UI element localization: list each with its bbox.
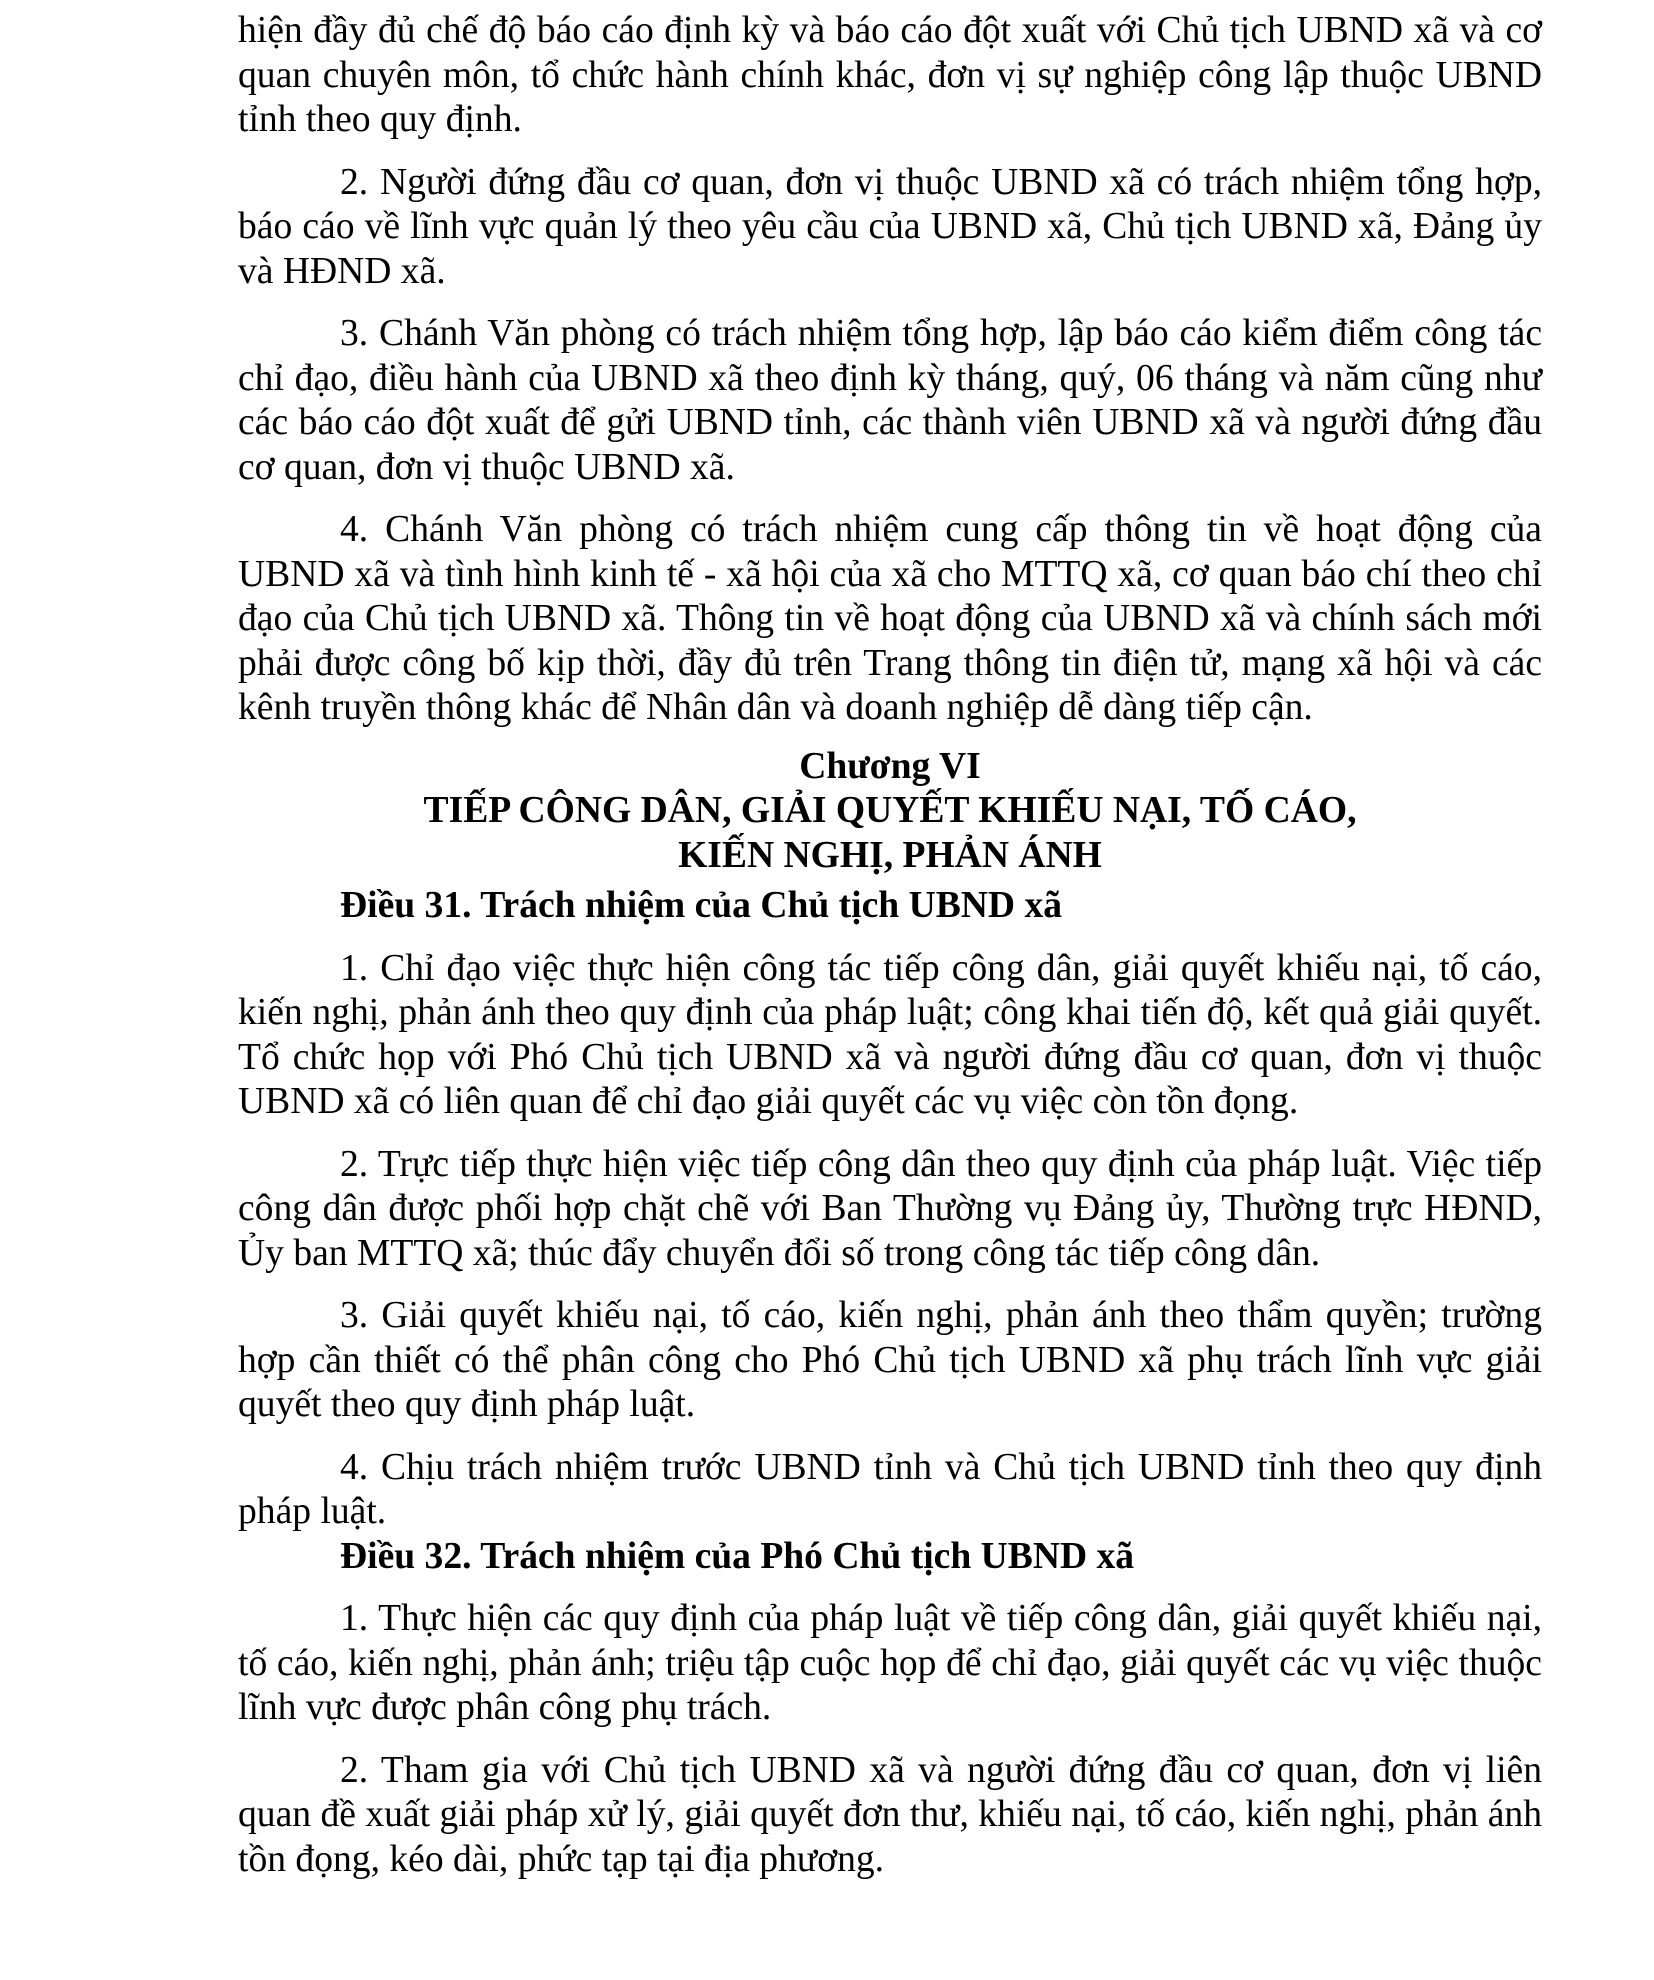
article-32-heading: Điều 32. Trách nhiệm của Phó Chủ tịch UBND xã — [340, 1535, 1135, 1577]
article-31-item-4: 4. Chịu trách nhiệm trước UBND tỉnh và Chủ tịch UBND tỉnh theo quy định pháp luật. — [238, 1446, 1542, 1532]
article-31-heading: Điều 31. Trách nhiệm của Chủ tịch UBND xã — [340, 885, 1063, 926]
paragraph-item-4: 4. Chánh Văn phòng có trách nhiệm cung cấp thông tin về hoạt động của UBND xã và tình hình kinh tế - xã hội của xã cho MTTQ xã, cơ quan báo chí theo chỉ đạo của Chủ tịch UBND xã. Thông tin về hoạt động của UBND xã và chính sách mới phải được công bố kịp thời, đầy đủ trên Trang thông tin điện tử, mạng xã hội và các kênh truyền thông khác để Nhân dân và doanh nghiệp dễ dàng tiếp cận. — [238, 509, 1542, 728]
paragraph-continuation: hiện đầy đủ chế độ báo cáo định kỳ và báo cáo đột xuất với Chủ tịch UBND xã và cơ quan chuyên môn, tổ chức hành chính khác, đơn vị sự nghiệp công lập thuộc UBND tỉnh theo quy định. — [238, 10, 1542, 140]
chapter-label: Chương VI — [799, 745, 981, 787]
paragraph-item-3: 3. Chánh Văn phòng có trách nhiệm tổng hợp, lập báo cáo kiểm điểm công tác chỉ đạo, điều hành của UBND xã theo định kỳ tháng, quý, 06 tháng và năm cũng như các báo cáo đột xuất để gửi UBND tỉnh, các thành viên UBND xã và người đứng đầu cơ quan, đơn vị thuộc UBND xã. — [238, 313, 1542, 488]
chapter-title-line-2: KIẾN NGHỊ, PHẢN ÁNH — [678, 834, 1102, 876]
article-31-item-3: 3. Giải quyết khiếu nại, tố cáo, kiến nghị, phản ánh theo thẩm quyền; trường hợp cần thiết có thể phân công cho Phó Chủ tịch UBND xã phụ trách lĩnh vực giải quyết theo quy định pháp luật. — [238, 1295, 1542, 1425]
chapter-title-line-1: TIẾP CÔNG DÂN, GIẢI QUYẾT KHIẾU NẠI, TỐ CÁO, — [423, 790, 1357, 831]
article-32-item-2: 2. Tham gia với Chủ tịch UBND xã và người đứng đầu cơ quan, đơn vị liên quan đề xuất giải pháp xử lý, giải quyết đơn thư, khiếu nại, tố cáo, kiến nghị, phản ánh tồn đọng, kéo dài, phức tạp tại địa phương. — [238, 1749, 1542, 1880]
article-32-item-1: 1. Thực hiện các quy định của pháp luật về tiếp công dân, giải quyết khiếu nại, tố cáo, kiến nghị, phản ánh; triệu tập cuộc họp để chỉ đạo, giải quyết các vụ việc thuộc lĩnh vực được phân công phụ trách. — [238, 1598, 1542, 1728]
article-31-item-2: 2. Trực tiếp thực hiện việc tiếp công dân theo quy định của pháp luật. Việc tiếp công dân được phối hợp chặt chẽ với Ban Thường vụ Đảng ủy, Thường trực HĐND, Ủy ban MTTQ xã; thúc đẩy chuyển đổi số trong công tác tiếp công dân. — [238, 1143, 1542, 1274]
article-31-item-1: 1. Chỉ đạo việc thực hiện công tác tiếp công dân, giải quyết khiếu nại, tố cáo, kiến nghị, phản ánh theo quy định của pháp luật; công khai tiến độ, kết quả giải quyết. Tổ chức họp với Phó Chủ tịch UBND xã và người đứng đầu cơ quan, đơn vị thuộc UBND xã có liên quan để chỉ đạo giải quyết các vụ việc còn tồn đọng. — [238, 947, 1542, 1122]
paragraph-item-2: 2. Người đứng đầu cơ quan, đơn vị thuộc UBND xã có trách nhiệm tổng hợp, báo cáo về lĩnh vực quản lý theo yêu cầu của UBND xã, Chủ tịch UBND xã, Đảng ủy và HĐND xã. — [238, 161, 1542, 292]
document-page — [238, 0, 1542, 1882]
